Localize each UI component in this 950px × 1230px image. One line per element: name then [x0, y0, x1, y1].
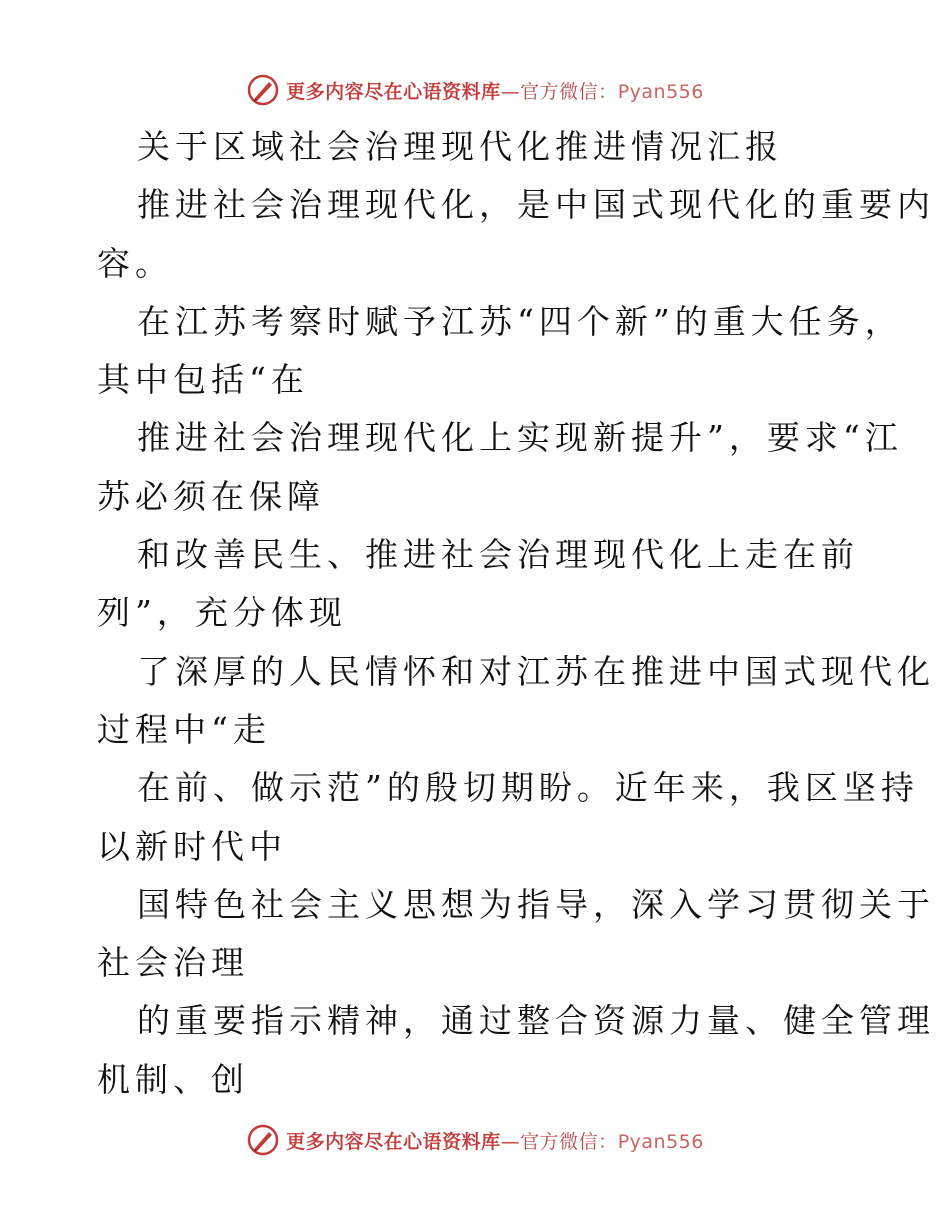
header-watermark	[0, 70, 950, 110]
doc-line: 以新时代中	[97, 826, 287, 866]
watermark-text	[286, 77, 704, 104]
quill-logo-icon	[246, 73, 280, 107]
document-body	[97, 118, 935, 1109]
doc-line: 在前、做示范”的殷切期盼。近年来，我区坚持	[137, 768, 919, 808]
doc-line: 推进社会治理现代化上实现新提升”，要求“江	[137, 418, 903, 458]
watermark-main: 更多内容尽在心语资料库	[286, 80, 501, 103]
doc-line: 过程中“走	[97, 709, 271, 749]
doc-line: 国特色社会主义思想为指导，深入学习贯彻关于	[137, 884, 935, 924]
watermark-sub: 官方微信：	[520, 1130, 618, 1153]
watermark-main: 更多内容尽在心语资料库	[286, 1130, 501, 1153]
doc-line: 了深厚的人民情怀和对江苏在推进中国式现代化	[137, 651, 935, 691]
footer-watermark	[0, 1120, 950, 1160]
watermark-dash: —	[500, 1130, 521, 1153]
doc-line: 推进社会治理现代化，是中国式现代化的重要内	[137, 185, 935, 225]
watermark-dash: —	[500, 80, 521, 103]
doc-line: 的重要指示精神，通过整合资源力量、健全管理	[137, 1001, 935, 1041]
doc-line: 机制、创	[97, 1059, 249, 1099]
doc-line: 其中包括“在	[97, 360, 309, 400]
watermark-id: Pyan556	[617, 80, 704, 103]
quill-logo-icon	[246, 1123, 280, 1157]
doc-title: 关于区域社会治理现代化推进情况汇报	[137, 127, 783, 166]
watermark-text	[286, 1127, 704, 1154]
watermark-id: Pyan556	[617, 1130, 704, 1153]
doc-line: 在江苏考察时赋予江苏“四个新”的重大任务，	[137, 301, 903, 341]
doc-line: 社会治理	[97, 943, 249, 983]
doc-line: 容。	[97, 243, 173, 283]
doc-line: 列”，充分体现	[97, 593, 347, 633]
watermark-sub: 官方微信：	[520, 80, 618, 103]
doc-line: 和改善民生、推进社会治理现代化上走在前	[137, 535, 859, 575]
doc-line: 苏必须在保障	[97, 476, 325, 516]
